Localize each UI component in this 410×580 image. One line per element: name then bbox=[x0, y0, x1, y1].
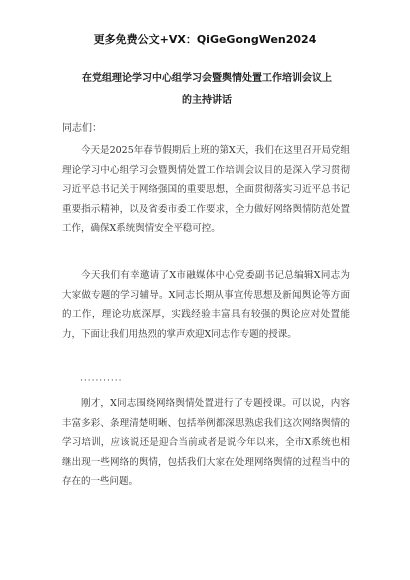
paragraph-summary: 刚才，X同志围绕网络舆情处置进行了专题授课。可以说，内容丰富多彩、条理清楚明晰、包括举例都深思熟虑我们这次网络舆情的学习培训，应该说还是迎合当前或者是说今年以来，全市X系统也相继出现一些网络的舆情，包括我们大家在处理网络舆情的过程当中的存在的一些问题。 bbox=[62, 398, 350, 487]
promo-banner: 更多免费公文+VX：QiGeGongWen2024 bbox=[93, 33, 317, 46]
ellipsis-separator: ··········· bbox=[80, 376, 123, 386]
title-line-1: 在党组理论学习中心组学习会暨舆情处置工作培训会议上 bbox=[82, 73, 332, 84]
salutation: 同志们： bbox=[62, 123, 102, 134]
paragraph-introduction: 今天我们有幸邀请了X市融媒体中心党委副书记总编辑X同志为大家做专题的学习辅导。X同志长期从事宣传思想及新闻舆论等方面的工作，理论功底深厚，实践经验丰富具有较强的舆论应对处置能力，下面让我们用热烈的掌声欢迎X同志作专题的授课。 bbox=[62, 270, 350, 340]
title-line-2: 的主持讲话 bbox=[182, 95, 232, 106]
paragraph-opening: 今天是2025年春节假期后上班的第X天，我们在这里召开局党组理论学习中心组学习会暨舆情处置工作培训会议目的是深入学习贯彻习近平总书记关于网络强国的重要思想，全面贯彻落实习近平总书记重要指示精神，以及省委市委工作要求，全力做好网络舆情防范处置工作，确保X系统舆情安全平稳可控。 bbox=[62, 145, 350, 234]
document-title bbox=[66, 68, 348, 112]
